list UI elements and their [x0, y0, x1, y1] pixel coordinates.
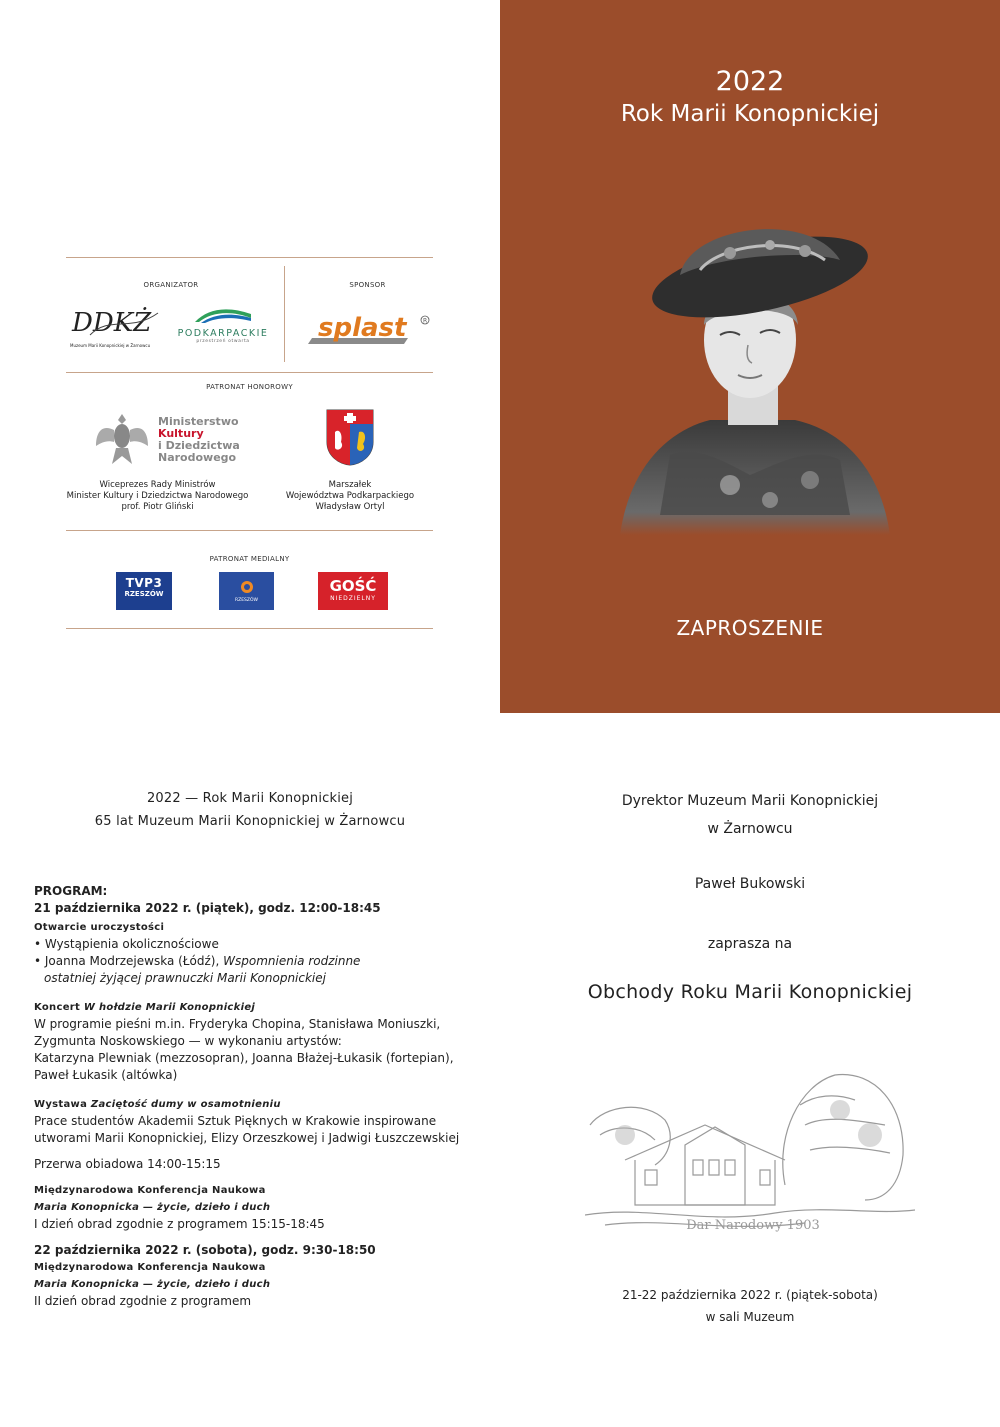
divider — [66, 257, 433, 258]
eagle-icon — [94, 410, 150, 468]
podkarpackie-text: PODKARPACKIE — [177, 328, 269, 339]
director-line: w Żarnowcu — [707, 821, 793, 837]
wave-icon — [193, 306, 253, 324]
program-heading — [0, 787, 500, 833]
cover-year: 2022 — [715, 66, 785, 97]
radio-rzeszow-logo — [219, 572, 274, 610]
event-dates — [500, 1284, 1000, 1328]
svg-text:DDKŻ: DDKŻ — [72, 308, 152, 338]
conference-title: Maria Konopnicka — życie, dzieło i duch — [34, 1279, 271, 1290]
splast-logo-text: splast — [318, 313, 407, 343]
splast-logo — [308, 310, 433, 346]
concert-text: Zygmunta Noskowskiego — w wykonaniu artystów: — [34, 1034, 342, 1048]
tvp3-logo-sub: RZESZÓW — [124, 590, 164, 598]
program-label: PROGRAM: — [34, 884, 108, 898]
podkarpackie-subtitle: przestrzeń otwarta — [196, 339, 250, 344]
conference-title: Maria Konopnicka — życie, dzieło i duch — [34, 1202, 271, 1213]
cover-panel — [500, 0, 1000, 713]
conference-heading: Międzynarodowa Konferencja Naukowa — [34, 1262, 266, 1273]
heading-line: 2022 — Rok Marii Konopnickiej — [146, 791, 354, 806]
day2-heading: 22 października 2022 r. (sobota), godz. 9:30-18:50 — [34, 1243, 376, 1257]
museum-logo-icon — [70, 305, 160, 339]
ministry-text-line: Kultury — [158, 427, 204, 440]
caption-line: Minister Kultury i Dziedzictwa Narodowego — [66, 491, 249, 501]
ministry-text-line: i Dziedzictwa — [158, 439, 240, 452]
sponsor-label: SPONSOR — [349, 281, 386, 289]
tvp3-logo-text: TVP3 — [125, 576, 163, 590]
dar-narodowy-caption: Dar Narodowy 1903 — [686, 1218, 820, 1233]
caption-line: Marszałek — [328, 480, 372, 490]
program-section — [34, 883, 474, 1310]
ministry-text-line: Narodowego — [158, 451, 237, 464]
radio-icon — [240, 580, 254, 594]
invites-text: zaprasza na — [707, 936, 793, 952]
caption-line: Wiceprezes Rady Ministrów — [99, 480, 216, 490]
portrait-illustration — [610, 215, 895, 535]
organizer-label: ORGANIZATOR — [143, 281, 199, 289]
ministry-caption — [60, 480, 255, 513]
bullet-item: • Joanna Modrzejewska (Łódź), Wspomnienia rodzinne — [34, 954, 361, 968]
radio-logo-text: RZESZÓW — [235, 598, 258, 603]
cover-title: Rok Marii Konopnickiej — [620, 101, 880, 127]
caption-line: Województwa Podkarpackiego — [285, 491, 415, 501]
coat-of-arms-icon — [325, 408, 375, 466]
bullet-item: • Wystąpienia okolicznościowe — [34, 937, 219, 951]
opening-heading: Otwarcie uroczystości — [34, 922, 165, 933]
concert-text: W programie pieśni m.in. Fryderyka Chopina, Stanisława Moniuszki, — [34, 1017, 441, 1031]
gosc-niedzielny-logo — [318, 572, 388, 610]
media-label: PATRONAT MEDIALNY — [209, 555, 290, 563]
bullet-item-continuation: ostatniej żyjącej prawnuczki Marii Konopnickiej — [44, 971, 326, 985]
honorary-label: PATRONAT HONOROWY — [206, 383, 293, 391]
museum-logo — [70, 305, 160, 350]
conference-heading: Międzynarodowa Konferencja Naukowa — [34, 1185, 266, 1196]
concert-heading: Koncert W hołdzie Marii Konopnickiej — [34, 1002, 256, 1013]
divider — [66, 628, 433, 629]
podkarpackie-logo — [173, 306, 273, 346]
director-line: Dyrektor Muzeum Marii Konopnickiej — [621, 793, 879, 809]
cover-invitation: ZAPROSZENIE — [676, 616, 824, 640]
tvp3-logo — [116, 572, 172, 610]
caption-line: prof. Piotr Gliński — [121, 502, 194, 512]
caption-line: Władysław Ortyl — [315, 502, 385, 512]
concert-text: Katarzyna Plewniak (mezzosopran), Joanna Błażej-Łukasik (fortepian), — [34, 1051, 454, 1065]
lunch-break: Przerwa obiadowa 14:00-15:15 — [34, 1157, 221, 1171]
conference-day1: I dzień obrad zgodnie z programem 15:15-18:45 — [34, 1217, 325, 1231]
day1-heading: 21 października 2022 r. (piątek), godz. 12:00-18:45 — [34, 901, 381, 915]
divider — [284, 266, 285, 362]
divider — [66, 530, 433, 531]
concert-text: Paweł Łukasik (altówka) — [34, 1068, 178, 1082]
gosc-logo-text: GOŚĆ — [329, 577, 377, 595]
director-text — [500, 787, 1000, 843]
splast-logo-icon — [308, 310, 433, 346]
heading-line: 65 lat Muzeum Marii Konopnickiej w Żarnowcu — [94, 814, 406, 829]
conference-day2: II dzień obrad zgodnie z programem — [34, 1294, 252, 1308]
ministry-text — [158, 416, 240, 464]
svg-text:R: R — [423, 317, 428, 325]
ministry-text-line: Ministerstwo — [158, 415, 239, 428]
museum-logo-text: Muzeum Marii Konopnickiej w Żarnowcu — [70, 343, 151, 348]
exhibition-heading: Wystawa Zaciętość dumy w osamotnieniu — [34, 1099, 281, 1110]
place-line: w sali Muzeum — [705, 1310, 795, 1324]
exhibition-text: utworami Marii Konopnickiej, Elizy Orzeszkowej i Jadwigi Łuszczewskiej — [34, 1131, 460, 1145]
divider — [66, 372, 433, 373]
marshal-caption — [280, 480, 420, 513]
gosc-logo-sub: NIEDZIELNY — [330, 595, 376, 602]
ministry-logo — [94, 410, 254, 470]
dates-line: 21-22 października 2022 r. (piątek-sobota) — [622, 1288, 878, 1302]
event-title: Obchody Roku Marii Konopnickiej — [587, 981, 913, 1003]
director-name: Paweł Bukowski — [694, 876, 806, 892]
exhibition-text: Prace studentów Akademii Sztuk Pięknych w Krakowie inspirowane — [34, 1114, 437, 1128]
